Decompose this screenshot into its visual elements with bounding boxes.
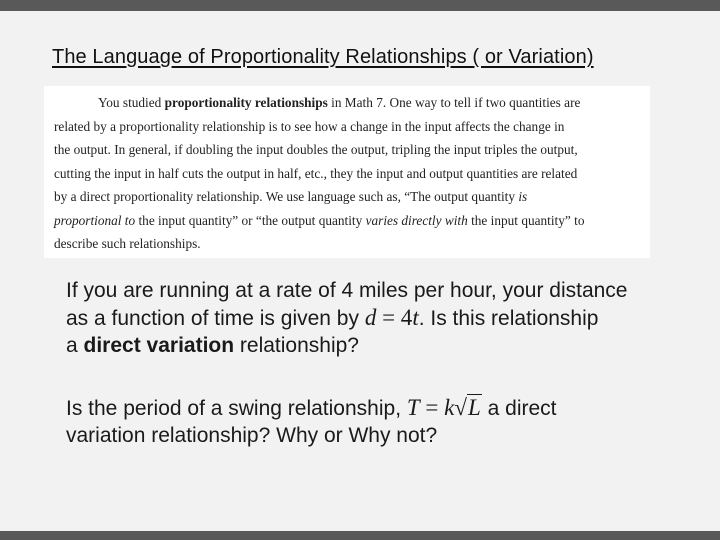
excerpt-text: in Math 7. One way to tell if two quantities are bbox=[327, 95, 581, 110]
excerpt-text: You studied bbox=[98, 95, 165, 110]
equation-variable: t bbox=[412, 305, 419, 330]
excerpt-line-1 bbox=[54, 91, 650, 115]
question-text: a bbox=[66, 334, 84, 357]
distance-equation bbox=[365, 305, 419, 330]
excerpt-italic-term: proportional to bbox=[54, 212, 136, 228]
question-line-1: If you are running at a rate of 4 miles per hour, your distance bbox=[66, 279, 628, 302]
excerpt-line-4: cutting the input in half cuts the output in half, etc., they the input and output quantities are related bbox=[54, 165, 578, 181]
question-text: as a function of time is given by bbox=[66, 307, 365, 330]
question-line-3 bbox=[66, 332, 627, 359]
bottom-bar bbox=[0, 531, 720, 540]
excerpt-line-3: the output. In general, if doubling the input doubles the output, tripling the input triples the output, bbox=[54, 142, 578, 157]
excerpt-line-7: describe such relationships. bbox=[54, 236, 201, 251]
question-swing-period bbox=[66, 394, 557, 449]
question-line-2 bbox=[66, 304, 627, 332]
question-line-1 bbox=[66, 394, 557, 422]
equation-operator: = bbox=[419, 395, 445, 420]
question-line-2: variation relationship? Why or Why not? bbox=[66, 424, 438, 447]
question-text: . Is this relationship bbox=[418, 307, 599, 330]
radical-sign: √ bbox=[454, 395, 467, 420]
slide-title: The Language of Proportionality Relationships ( or Variation) bbox=[52, 46, 594, 68]
excerpt-italic-term: varies directly with bbox=[365, 212, 468, 228]
equation-variable: T bbox=[406, 395, 420, 420]
question-text: relationship? bbox=[234, 334, 359, 357]
excerpt-text: the input quantity” to bbox=[467, 212, 585, 228]
equation-operator: = 4 bbox=[376, 305, 413, 330]
top-bar bbox=[0, 0, 720, 11]
textbook-excerpt bbox=[44, 86, 650, 258]
excerpt-line-5 bbox=[54, 185, 650, 209]
question-bold-term: direct variation bbox=[83, 334, 235, 357]
period-equation bbox=[407, 395, 482, 420]
excerpt-text: by a direct proportionality relationship. We use language such as, “The output quantity bbox=[54, 189, 519, 204]
excerpt-bold-term: proportionality relationships bbox=[164, 95, 328, 110]
excerpt-line-6 bbox=[54, 209, 650, 233]
excerpt-italic-term: is bbox=[518, 189, 528, 204]
excerpt-line-2: related by a proportionality relationship is to see how a change in the input affects the change in bbox=[54, 118, 565, 134]
equation-variable: d bbox=[364, 305, 377, 330]
excerpt-text: the input quantity” or “the output quantity bbox=[135, 212, 366, 228]
question-running-distance bbox=[66, 277, 627, 359]
radicand: L bbox=[468, 395, 481, 420]
question-text: Is the period of a swing relationship, bbox=[66, 397, 407, 420]
square-root bbox=[454, 394, 481, 421]
question-text: a direct bbox=[481, 397, 557, 420]
equation-variable: k bbox=[444, 395, 455, 420]
